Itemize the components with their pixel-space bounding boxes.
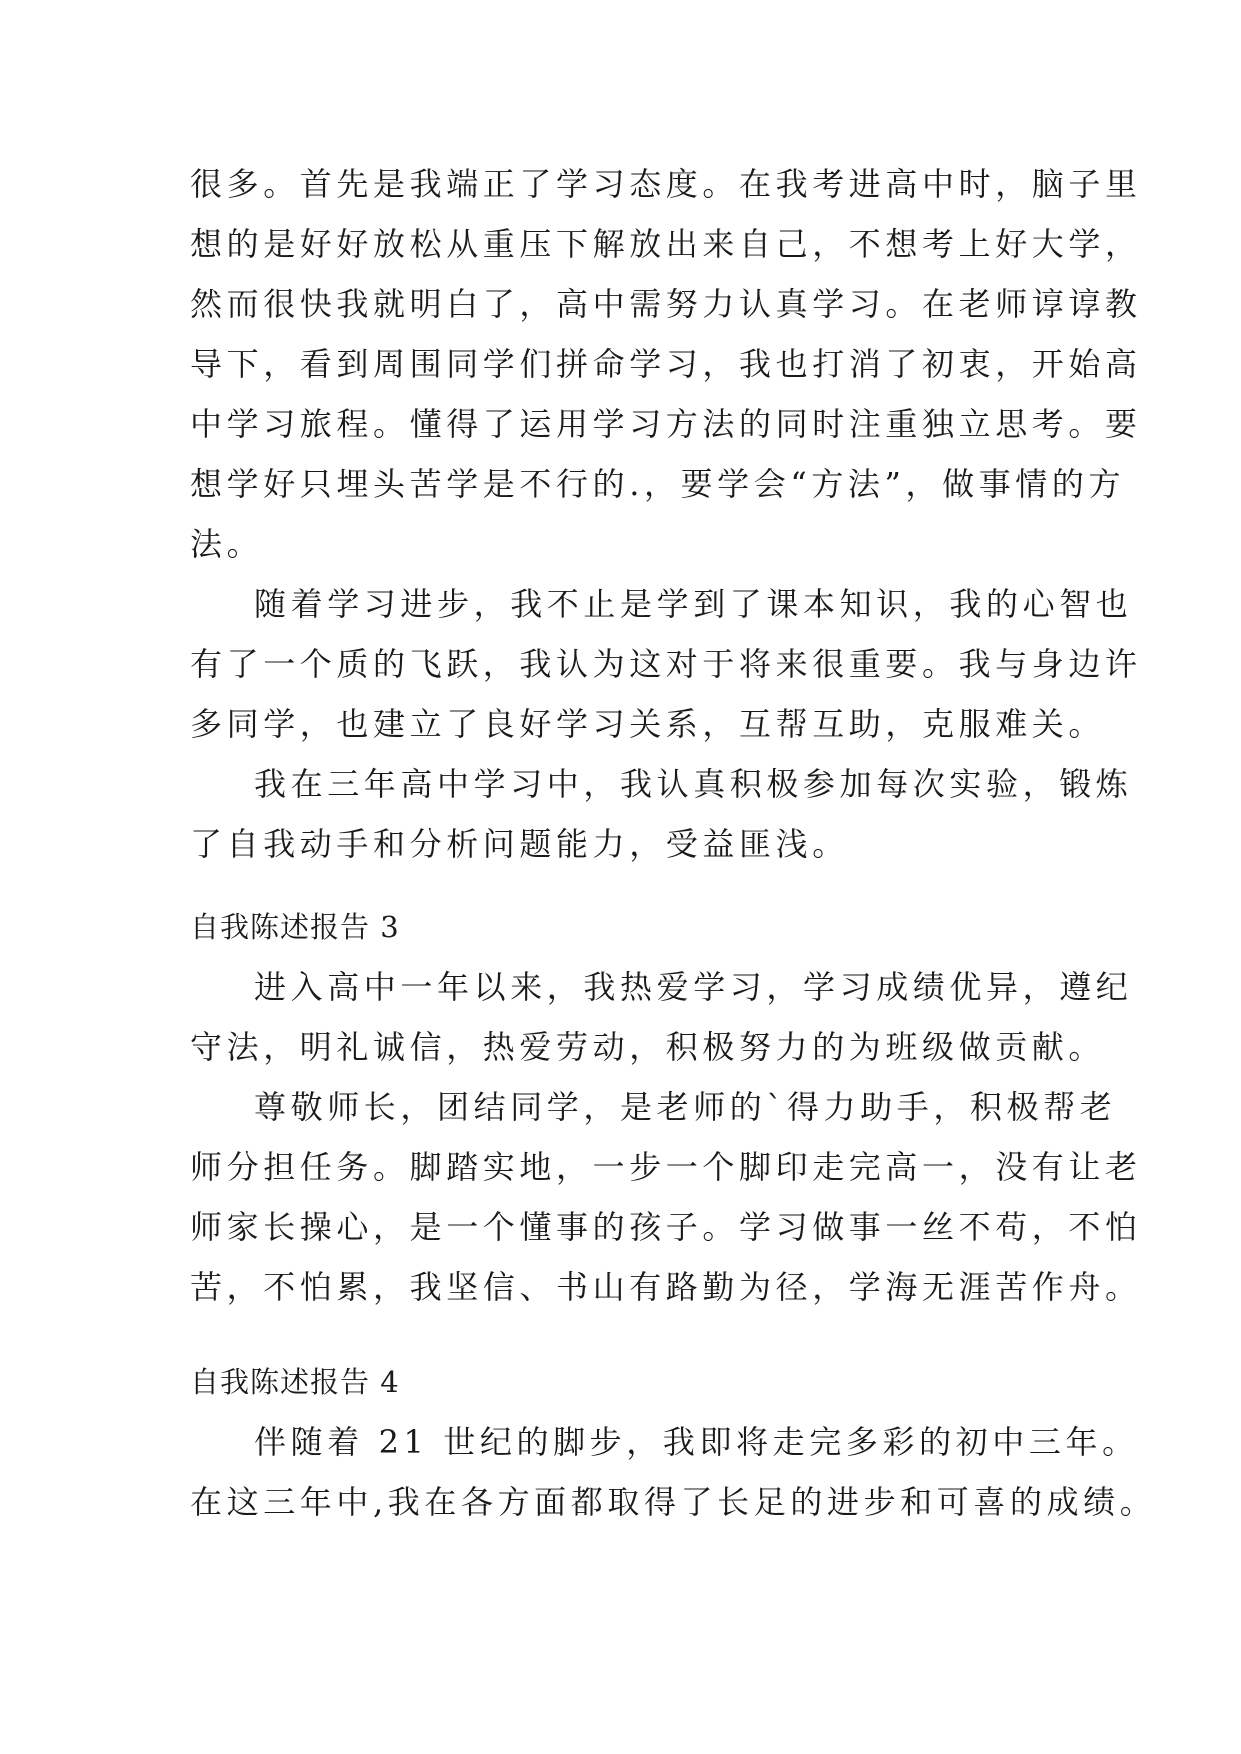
- text-line: 苦，不怕累，我坚信、书山有路勤为径，学海无涯苦作舟。: [190, 1268, 1142, 1306]
- paragraph: [190, 574, 1142, 754]
- paragraph: [190, 957, 1133, 1077]
- paragraph: [190, 154, 1142, 574]
- text-line: 师家长操心，是一个懂事的孩子。学习做事一丝不苟，不怕: [190, 1208, 1142, 1246]
- text-line: 多同学，也建立了良好学习关系，互帮互助，克服难关。: [190, 705, 1106, 743]
- paragraph: [190, 1077, 1142, 1317]
- text-line: 师分担任务。脚踏实地，一步一个脚印走完高一，没有让老: [190, 1148, 1142, 1186]
- text-line: 我在三年高中学习中，我认真积极参加每次实验，锻炼: [254, 765, 1133, 803]
- text-line: 导下，看到周围同学们拼命学习，我也打消了初衷，开始高: [190, 345, 1142, 383]
- section-heading: 自我陈述报告 3: [190, 910, 400, 944]
- continued-section: [190, 154, 1142, 874]
- text-line: 伴随着 21 世纪的脚步，我即将走完多彩的初中三年。: [254, 1423, 1139, 1461]
- text-line: 尊敬师长，团结同学，是老师的`得力助手，积极帮老: [254, 1088, 1117, 1126]
- text-line: 随着学习进步，我不止是学到了课本知识，我的心智也: [254, 585, 1133, 623]
- paragraph: [190, 1412, 1157, 1532]
- section-3: [190, 897, 1142, 1317]
- section-heading: 自我陈述报告 4: [190, 1365, 400, 1399]
- section-4: [190, 1352, 1157, 1532]
- text-line: 守法，明礼诚信，热爱劳动，积极努力的为班级做贡献。: [190, 1028, 1106, 1066]
- text-line: 进入高中一年以来，我热爱学习，学习成绩优异，遵纪: [254, 968, 1133, 1006]
- text-line: 想的是好好放松从重压下解放出来自己，不想考上好大学，: [190, 225, 1142, 263]
- text-line: 很多。首先是我端正了学习态度。在我考进高中时，脑子里: [190, 165, 1142, 203]
- text-line: 在这三年中,我在各方面都取得了长足的进步和可喜的成绩。: [190, 1483, 1157, 1521]
- text-line: 有了一个质的飞跃，我认为这对于将来很重要。我与身边许: [190, 645, 1142, 683]
- text-line: 中学习旅程。懂得了运用学习方法的同时注重独立思考。要: [190, 405, 1142, 443]
- text-line: 了自我动手和分析问题能力，受益匪浅。: [190, 825, 849, 863]
- paragraph: [190, 754, 1133, 874]
- text-line: 想学好只埋头苦学是不行的.，要学会“方法”，做事情的方: [190, 465, 1126, 503]
- text-line: 法。: [190, 525, 264, 563]
- text-line: 然而很快我就明白了，高中需努力认真学习。在老师谆谆教: [190, 285, 1142, 323]
